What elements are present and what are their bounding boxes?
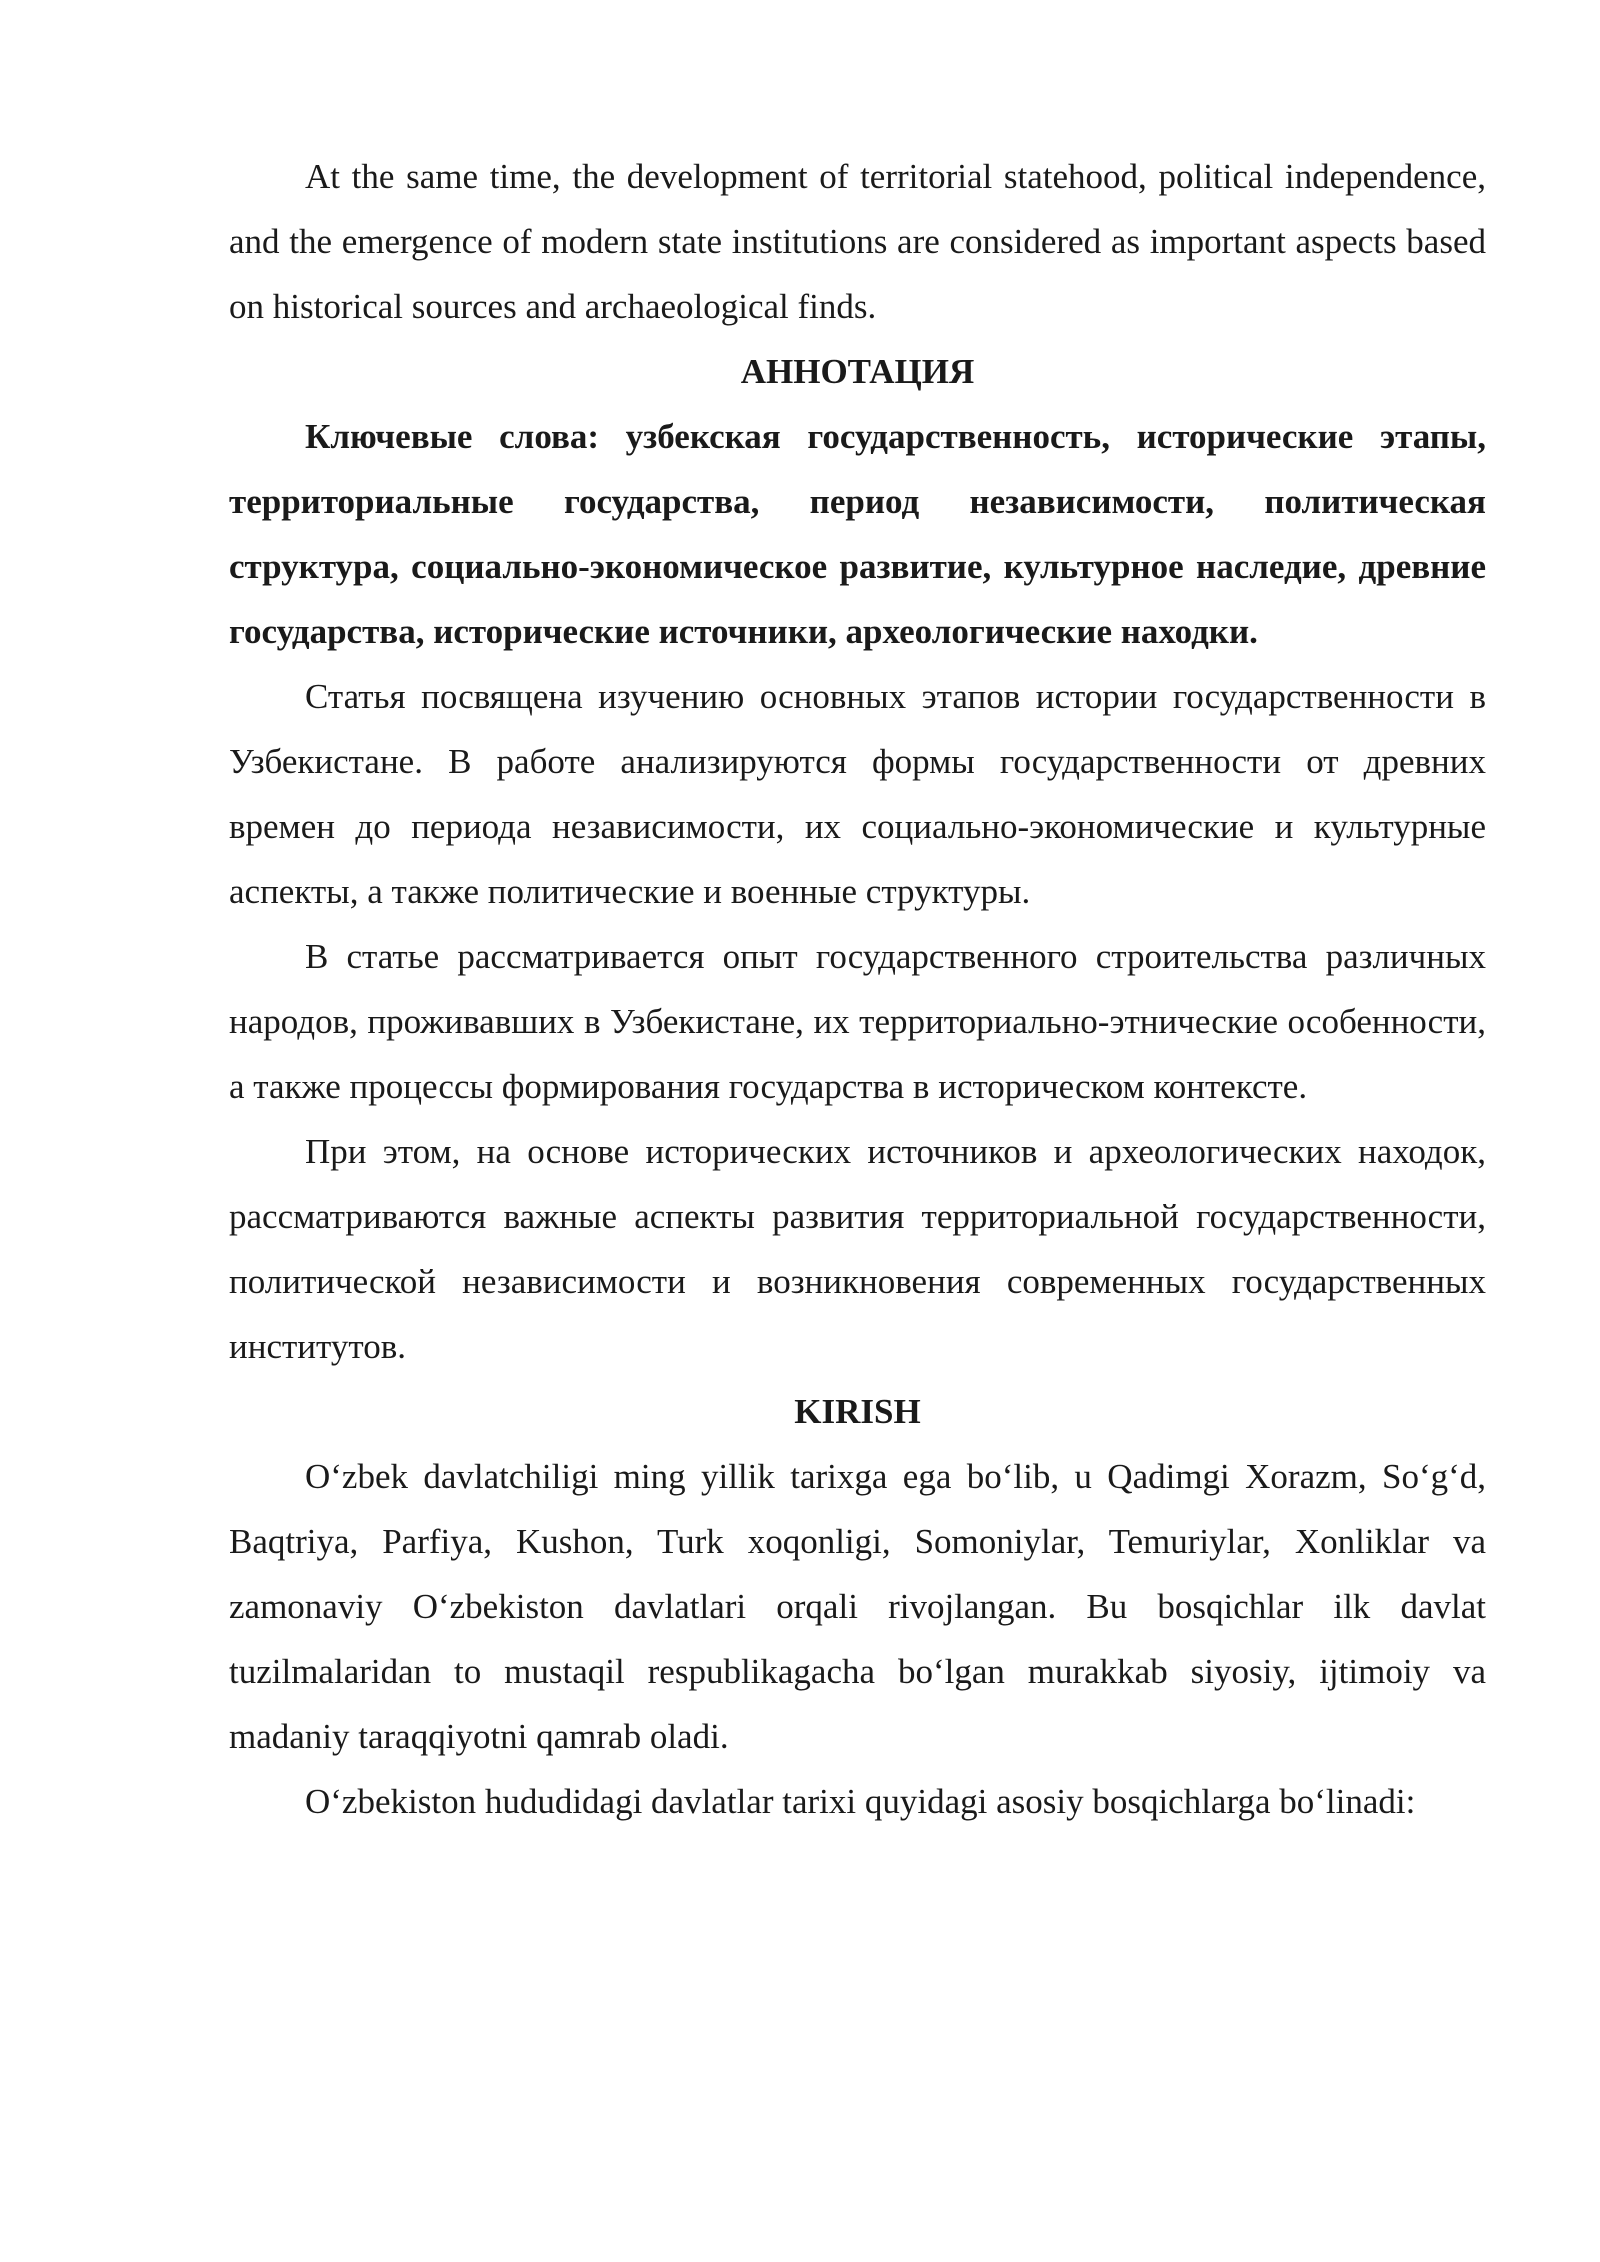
keywords-paragraph: Ключевые слова: узбекская государственность, исторические этапы, территориальные государства, период независимости, политическая структура, социально-экономическое развитие, культурное наследие, древние государства, исторические источники, археологические находки. (229, 417, 1486, 651)
intro-paragraph: O‘zbekiston hududidagi davlatlar tarixi quyidagi asosiy bosqichlarga bo‘linadi: (305, 1782, 1416, 1821)
annotation-paragraph: Статья посвящена изучению основных этапов истории государственности в Узбекистане. В работе анализируются формы государственности от древних времен до периода независимости, их социально-экономические и культурные аспекты, а также политические и военные структуры. (229, 677, 1486, 911)
annotation-paragraph: В статье рассматривается опыт государственного строительства различных народов, проживавших в Узбекистане, их территориально-этнические особенности, а также процессы формирования государства в историческом контексте. (229, 937, 1486, 1106)
annotation-paragraph: При этом, на основе исторических источников и археологических находок, рассматриваются важные аспекты развития территориальной государственности, политической независимости и возникновения современных государственных институтов. (229, 1132, 1486, 1366)
intro-heading: KIRISH (794, 1392, 921, 1431)
intro-english-paragraph: At the same time, the development of territorial statehood, political independence, and the emergence of modern state institutions are considered as important aspects based on historical sources and archaeological finds. (229, 157, 1486, 326)
annotation-heading: АННОТАЦИЯ (740, 352, 975, 391)
intro-paragraph: O‘zbek davlatchiligi ming yillik tarixga ega bo‘lib, u Qadimgi Xorazm, So‘g‘d, Baqtriya, Parfiya, Kushon, Turk xoqonligi, Somoniylar, Temuriylar, Xonliklar va zamonaviy O‘zbekiston davlatlari orqali rivojlangan. Bu bosqichlar ilk davlat tuzilmalaridan to mustaqil respublikagacha bo‘lgan murakkab siyosiy, ijtimoiy va madaniy taraqqiyotni qamrab oladi. (229, 1457, 1486, 1756)
document-page (229, 144, 1486, 1834)
